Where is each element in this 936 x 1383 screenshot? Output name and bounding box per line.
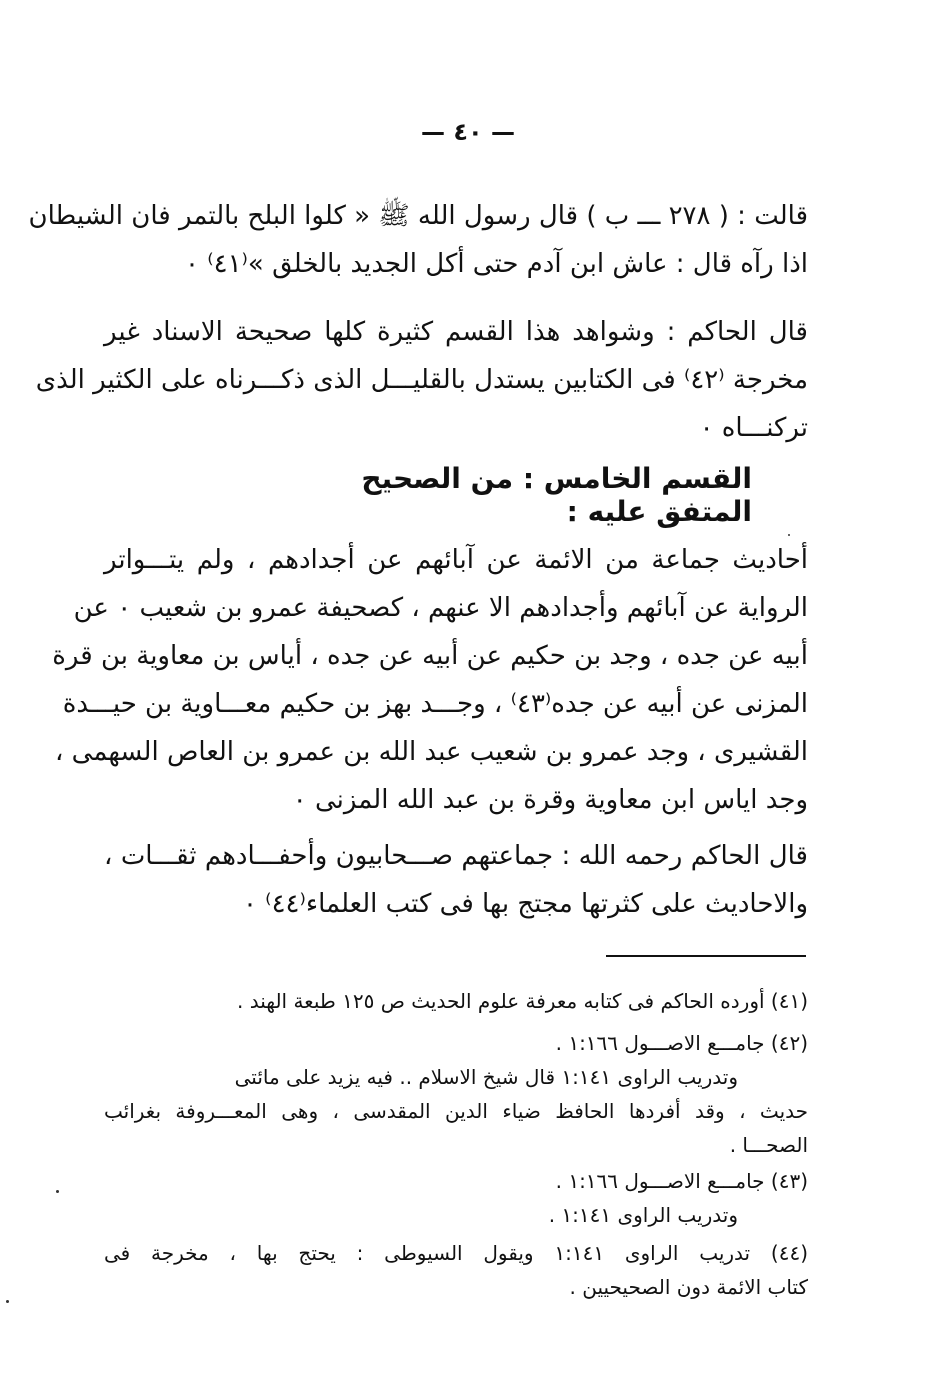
- text-line: تركنـــاه ٠: [699, 413, 808, 443]
- footnote-line: الصحـــا .: [729, 1133, 808, 1157]
- footnote-line: حديث ، وقد أفردها الحافظ ضياء الدين المقدسى ، وهى المعـــروفة بغرائب: [104, 1099, 808, 1123]
- footnote-line: كتاب الائمة دون الصحيحيين .: [569, 1275, 808, 1299]
- text-line: مخرجة ⁽٤٢⁾ فى الكتابين يستدل بالقليـــل الذى ذكـــرناه على الكثير الذى: [35, 365, 808, 395]
- paragraph-section-body: [52, 536, 808, 824]
- footnote-separator: [606, 955, 806, 957]
- footnote-43: [104, 1164, 808, 1232]
- paragraph-hakim-evidence: [35, 308, 808, 452]
- paragraph-hakim-comment: [104, 832, 808, 928]
- footnote-line: وتدريب الراوى ١:١٤١ .: [548, 1203, 738, 1227]
- text-line: القشيرى ، وجد عمرو بن شعيب عبد الله بن عمرو بن العاص السهمى ،: [55, 737, 808, 767]
- text-line: أحاديث جماعة من الائمة عن آبائهم عن أجدادهم ، ولم يتـــواتر: [104, 545, 808, 575]
- footnote-line: (٤٣) جامـــع الاصـــول ١:١٦٦ .: [555, 1169, 808, 1193]
- text-line: قال الحاكم رحمه الله : جماعتهم صـــحابيون وأحفـــادهم ثقـــات ،: [104, 841, 808, 871]
- text-line: المزنى عن أبيه عن جده⁽٤٣⁾ ، وجـــد بهز بن حكيم معـــاوية بن حيـــدة: [62, 689, 808, 719]
- paragraph-hadith-quote: [28, 192, 808, 288]
- footnote-line: وتدريب الراوى ١:١٤١ قال شيخ الاسلام .. فيه يزيد على مائتى: [234, 1065, 738, 1089]
- footnote-41: [104, 984, 808, 1018]
- footnote-line: (٤٢) جامـــع الاصـــول ١:١٦٦ .: [555, 1031, 808, 1055]
- scan-speck: [6, 1300, 9, 1303]
- footnote-line: (٤٤) تدريب الراوى ١:١٤١ ويقول السيوطى : يحتج بها ، مخرجة فى: [104, 1241, 808, 1265]
- text-line: اذا رآه قال : عاش ابن آدم حتى أكل الجديد بالخلق »⁽٤١⁾ ٠: [184, 249, 808, 279]
- page-number: — ٤٠ —: [420, 118, 515, 146]
- text-line: والاحاديث على كثرتها مجتج بها فى كتب العلماء⁽٤٤⁾ ٠: [242, 889, 808, 919]
- scan-speck: [788, 534, 790, 536]
- text-line: وجد اياس ابن معاوية وقرة بن عبد الله المزنى ٠: [292, 785, 808, 815]
- scan-speck: [56, 1190, 59, 1193]
- text-line: أبيه عن جده ، وجد بن حكيم عن أبيه عن جده ، أياس بن معاوية بن قرة: [52, 641, 808, 671]
- text-line: قالت : ( ٢٧٨ ـــ ب ) قال رسول الله ﷺ « كلوا البلح بالتمر فان الشيطان: [28, 201, 808, 231]
- section-heading: القسم الخامس : من الصحيح المتفق عليه :: [361, 462, 752, 528]
- text-line: قال الحاكم : وشواهد هذا القسم كثيرة كلها صحيحة الاسناد غير: [104, 317, 808, 347]
- footnote-42: [104, 1026, 808, 1162]
- footnote-line: (٤١) أورده الحاكم فى كتابه معرفة علوم الحديث ص ١٢٥ طبعة الهند .: [236, 989, 808, 1013]
- text-line: الرواية عن آبائهم وأجدادهم الا عنهم ، كصحيفة عمرو بن شعيب ٠ عن: [73, 593, 808, 623]
- footnote-44: [104, 1236, 808, 1304]
